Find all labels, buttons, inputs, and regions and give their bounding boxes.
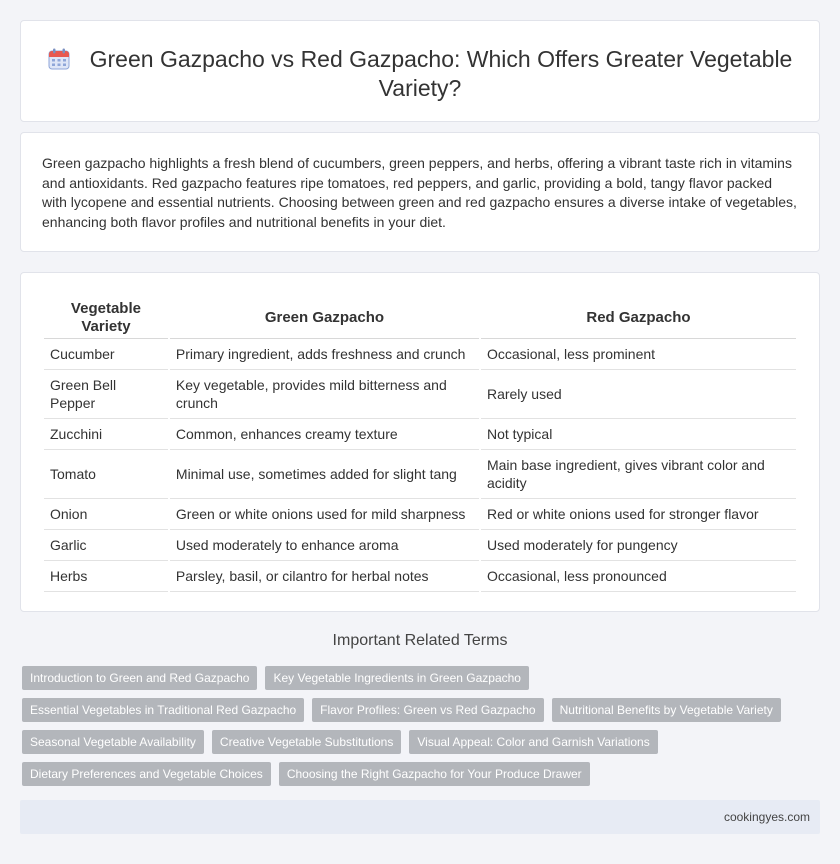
cell-vegetable: Zucchini	[44, 419, 168, 450]
cell-green: Key vegetable, provides mild bitterness and crunch	[170, 370, 479, 419]
intro-paragraph: Green gazpacho highlights a fresh blend of cucumbers, green peppers, and herbs, offering a vibrant taste rich in vitamins and antioxidants. Red gazpacho features ripe tomatoes, red peppers, and garlic, providing a bold, tangy flavor packed with lycopene and essential nutrients. Choosing between green and red gazpacho ensures a diverse intake of vegetables, enhancing both flavor profiles and nutritional benefits in your diet.	[42, 155, 797, 230]
cell-vegetable: Herbs	[44, 561, 168, 592]
cell-vegetable: Cucumber	[44, 339, 168, 370]
cell-green: Minimal use, sometimes added for slight tang	[170, 450, 479, 499]
footer	[20, 800, 820, 834]
cell-vegetable: Onion	[44, 499, 168, 530]
cell-red: Occasional, less pronounced	[481, 561, 796, 592]
related-term-tag[interactable]: Creative Vegetable Substitutions	[212, 730, 401, 754]
column-header-green-gazpacho: Green Gazpacho	[170, 297, 479, 339]
column-header-red-gazpacho: Red Gazpacho	[481, 297, 796, 339]
table-row	[44, 530, 796, 561]
footer-site-name[interactable]: cookingyes.com	[723, 810, 810, 824]
cell-red: Not typical	[481, 419, 796, 450]
column-header-vegetable-variety: Vegetable Variety	[44, 297, 168, 339]
cell-red: Occasional, less prominent	[481, 339, 796, 370]
related-term-tag[interactable]: Essential Vegetables in Traditional Red Gazpacho	[22, 698, 304, 722]
table-row	[44, 339, 796, 370]
header-card	[20, 20, 820, 122]
cell-green: Common, enhances creamy texture	[170, 419, 479, 450]
page-title-wrap	[21, 45, 819, 103]
comparison-table	[42, 297, 798, 592]
table-row	[44, 370, 796, 419]
table-row	[44, 499, 796, 530]
related-term-tag[interactable]: Visual Appeal: Color and Garnish Variations	[409, 730, 657, 754]
cell-red: Rarely used	[481, 370, 796, 419]
cell-vegetable: Garlic	[44, 530, 168, 561]
table-row	[44, 419, 796, 450]
cell-red: Main base ingredient, gives vibrant color and acidity	[481, 450, 796, 499]
related-term-tag[interactable]: Key Vegetable Ingredients in Green Gazpacho	[265, 666, 529, 690]
related-term-tag[interactable]: Dietary Preferences and Vegetable Choices	[22, 762, 271, 786]
cell-green: Green or white onions used for mild sharpness	[170, 499, 479, 530]
calendar-icon	[48, 48, 70, 70]
cell-red: Red or white onions used for stronger flavor	[481, 499, 796, 530]
cell-vegetable: Green Bell Pepper	[44, 370, 168, 419]
related-term-tag[interactable]: Choosing the Right Gazpacho for Your Produce Drawer	[279, 762, 590, 786]
table-row	[44, 561, 796, 592]
intro-card	[20, 132, 820, 252]
related-term-tag[interactable]: Seasonal Vegetable Availability	[22, 730, 204, 754]
cell-green: Used moderately to enhance aroma	[170, 530, 479, 561]
related-terms-tags	[22, 666, 822, 794]
comparison-table-card	[20, 272, 820, 612]
related-term-tag[interactable]: Flavor Profiles: Green vs Red Gazpacho	[312, 698, 543, 722]
cell-vegetable: Tomato	[44, 450, 168, 499]
cell-green: Primary ingredient, adds freshness and crunch	[170, 339, 479, 370]
table-row	[44, 450, 796, 499]
cell-green: Parsley, basil, or cilantro for herbal notes	[170, 561, 479, 592]
table-header-row	[44, 297, 796, 339]
related-terms-title: Important Related Terms	[332, 632, 508, 649]
related-term-tag[interactable]: Introduction to Green and Red Gazpacho	[22, 666, 257, 690]
cell-red: Used moderately for pungency	[481, 530, 796, 561]
related-term-tag[interactable]: Nutritional Benefits by Vegetable Variety	[552, 698, 781, 722]
page-title: Green Gazpacho vs Red Gazpacho: Which Offers Greater Vegetable Variety?	[89, 46, 793, 101]
